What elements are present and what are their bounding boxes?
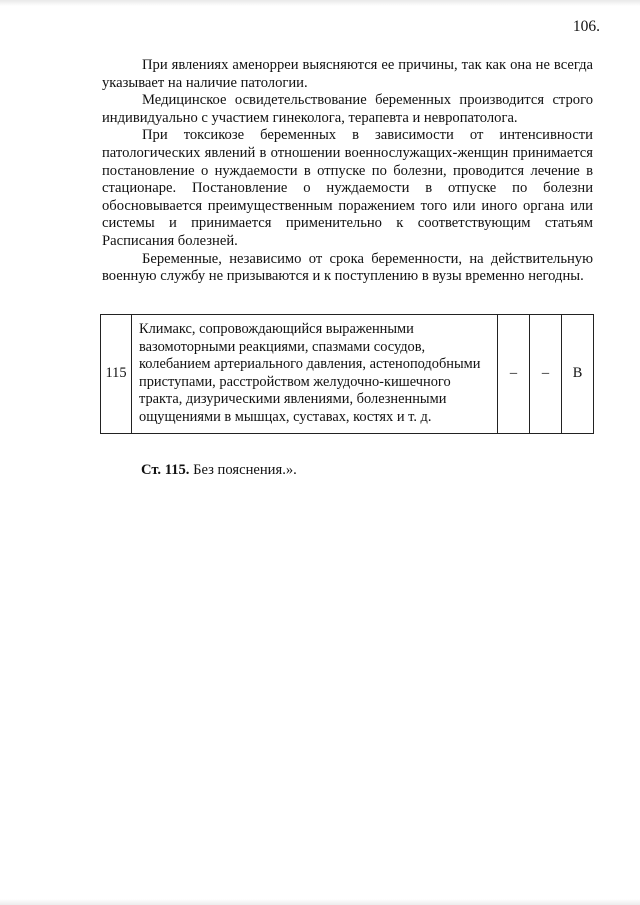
disease-description-cell: Климакс, сопровождающийся выраженными вазомоторными реакциями, спазмами сосудов, колебанием артериального давления, астеноподобными приступами, расстройством желудочно-кишечного тракта, дизурическими явлениями, болезненными ощущениями в мышцах, суставах, костях и т. д.	[132, 315, 498, 434]
scan-edge-bottom	[0, 899, 640, 905]
scan-edge-top	[0, 0, 640, 6]
category-cell-3: В	[562, 315, 594, 434]
explanation-label: Ст. 115.	[141, 462, 190, 478]
paragraph-amenorrhea: При явлениях аменорреи выясняются ее причины, так как она не всегда указывает на наличие патологии.	[102, 57, 593, 91]
page-number: 106.	[572, 18, 600, 35]
disease-table	[100, 314, 594, 434]
category-cell-2: –	[530, 315, 562, 434]
paragraph-examination: Медицинское освидетельствование беременных производится строго индивидуально с участием гинеколога, терапевта и невропатолога.	[102, 92, 593, 126]
article-explanation	[141, 462, 297, 479]
table-row	[101, 315, 594, 434]
article-number-cell: 115	[101, 315, 132, 434]
category-cell-1: –	[498, 315, 530, 434]
explanation-text: Без пояснения.».	[189, 462, 297, 478]
paragraph-pregnant: Беременные, независимо от срока беременности, на действительную военную службу не призываются и к поступлению в вузы временно негодны.	[102, 250, 593, 285]
body-text	[102, 57, 593, 286]
paragraph-toxicosis: При токсикозе беременных в зависимости от интенсивности патологических явлений в отношении военнослужащих-женщин принимается постановление о нуждаемости в отпуске по болезни, проводится лечение в стационаре. Постановление о нуждаемости в отпуске по болезни обосновывается преимущественным поражением того или иного органа или системы и принимается применительно к соответствующим статьям Расписания болезней.	[102, 127, 593, 249]
